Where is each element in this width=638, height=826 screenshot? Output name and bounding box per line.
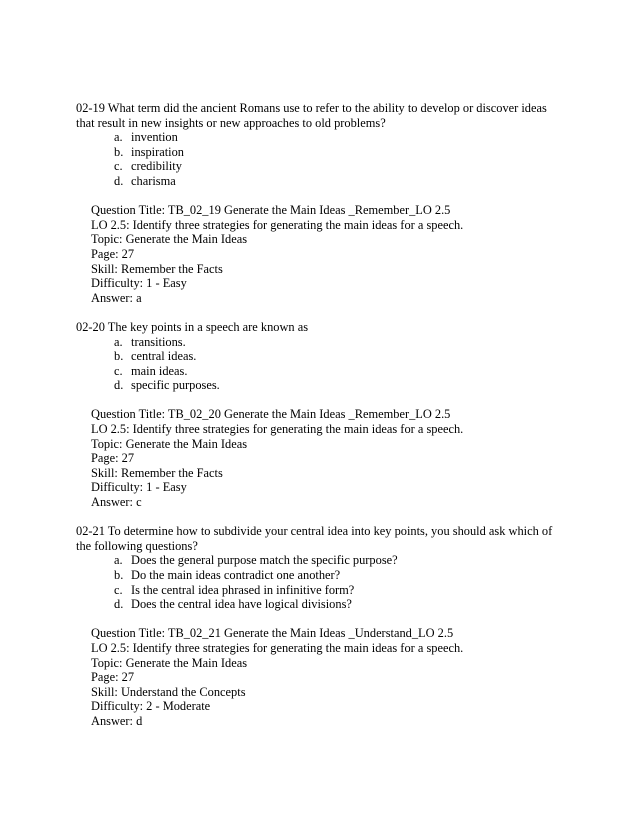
skill: Skill: Understand the Concepts — [91, 684, 246, 699]
answer-options — [76, 553, 566, 611]
option-c — [114, 364, 566, 379]
learning-objective: LO 2.5: Identify three strategies for generating the main ideas for a speech. — [91, 422, 464, 437]
option-letter: b. — [114, 349, 124, 364]
page-ref: Page: 27 — [91, 451, 135, 466]
option-text: transitions. — [131, 334, 186, 349]
question-title: Question Title: TB_02_20 Generate the Main Ideas _Remember_LO 2.5 — [91, 407, 451, 422]
option-text: Does the general purpose match the specific purpose? — [131, 553, 398, 568]
option-letter: b. — [114, 144, 124, 159]
answer: Answer: c — [91, 495, 142, 510]
option-letter: c. — [114, 363, 123, 378]
option-b — [114, 568, 566, 583]
option-text: Do the main ideas contradict one another? — [131, 568, 341, 582]
option-letter: b. — [114, 568, 124, 582]
learning-objective: LO 2.5: Identify three strategies for generating the main ideas for a speech. — [91, 640, 464, 655]
difficulty: Difficulty: 1 - Easy — [91, 480, 187, 495]
option-b — [114, 145, 566, 160]
option-letter: d. — [114, 173, 124, 188]
question-02-19 — [76, 101, 566, 305]
learning-objective: LO 2.5: Identify three strategies for generating the main ideas for a speech. — [91, 217, 464, 232]
topic: Topic: Generate the Main Ideas — [91, 436, 248, 451]
option-text: Is the central idea phrased in infinitive form? — [131, 582, 355, 597]
option-letter: a. — [114, 334, 123, 349]
topic: Topic: Generate the Main Ideas — [91, 232, 248, 247]
option-text: Does the central idea have logical divisions? — [131, 597, 352, 612]
answer-options — [76, 130, 566, 188]
answer-options — [76, 335, 566, 393]
question-metadata — [91, 407, 566, 509]
question-stem: 02-21 To determine how to subdivide your central idea into key points, you should ask which of the following questions? — [76, 524, 553, 553]
page-ref: Page: 27 — [91, 670, 135, 685]
option-text: main ideas. — [131, 363, 188, 378]
option-c — [114, 583, 566, 598]
option-text: invention — [131, 130, 178, 145]
option-a — [114, 130, 566, 145]
question-02-20 — [76, 320, 566, 510]
option-a — [114, 335, 566, 350]
skill: Skill: Remember the Facts — [91, 465, 223, 480]
question-metadata — [91, 626, 566, 728]
question-title: Question Title: TB_02_21 Generate the Main Ideas _Understand_LO 2.5 — [91, 626, 454, 641]
option-c — [114, 159, 566, 174]
option-a — [114, 553, 566, 568]
answer: Answer: a — [91, 290, 142, 305]
option-d — [114, 174, 566, 189]
difficulty: Difficulty: 1 - Easy — [91, 276, 187, 291]
answer: Answer: d — [91, 713, 143, 728]
option-text: specific purposes. — [131, 378, 220, 393]
page-ref: Page: 27 — [91, 246, 135, 261]
topic: Topic: Generate the Main Ideas — [91, 655, 248, 670]
question-02-21 — [76, 524, 566, 728]
question-title: Question Title: TB_02_19 Generate the Main Ideas _Remember_LO 2.5 — [91, 203, 451, 218]
spacer — [76, 510, 566, 525]
skill: Skill: Remember the Facts — [91, 261, 223, 276]
option-letter: c. — [114, 159, 123, 174]
option-d — [114, 597, 566, 612]
option-letter: d. — [114, 597, 124, 612]
option-letter: a. — [114, 130, 123, 145]
spacer — [76, 305, 566, 320]
difficulty: Difficulty: 2 - Moderate — [91, 699, 211, 714]
option-text: inspiration — [131, 144, 184, 159]
question-metadata — [91, 203, 566, 305]
question-stem: 02-19 What term did the ancient Romans use to refer to the ability to develop or discover ideas that result in new insights or new approaches to old problems? — [76, 101, 547, 130]
option-d — [114, 378, 566, 393]
option-letter: d. — [114, 378, 124, 393]
option-text: charisma — [131, 173, 176, 188]
option-text: central ideas. — [131, 349, 197, 364]
document-page — [76, 101, 566, 729]
option-letter: c. — [114, 582, 123, 597]
question-stem: 02-20 The key points in a speech are known as — [76, 319, 309, 334]
option-b — [114, 349, 566, 364]
option-letter: a. — [114, 553, 123, 568]
option-text: credibility — [131, 159, 182, 174]
